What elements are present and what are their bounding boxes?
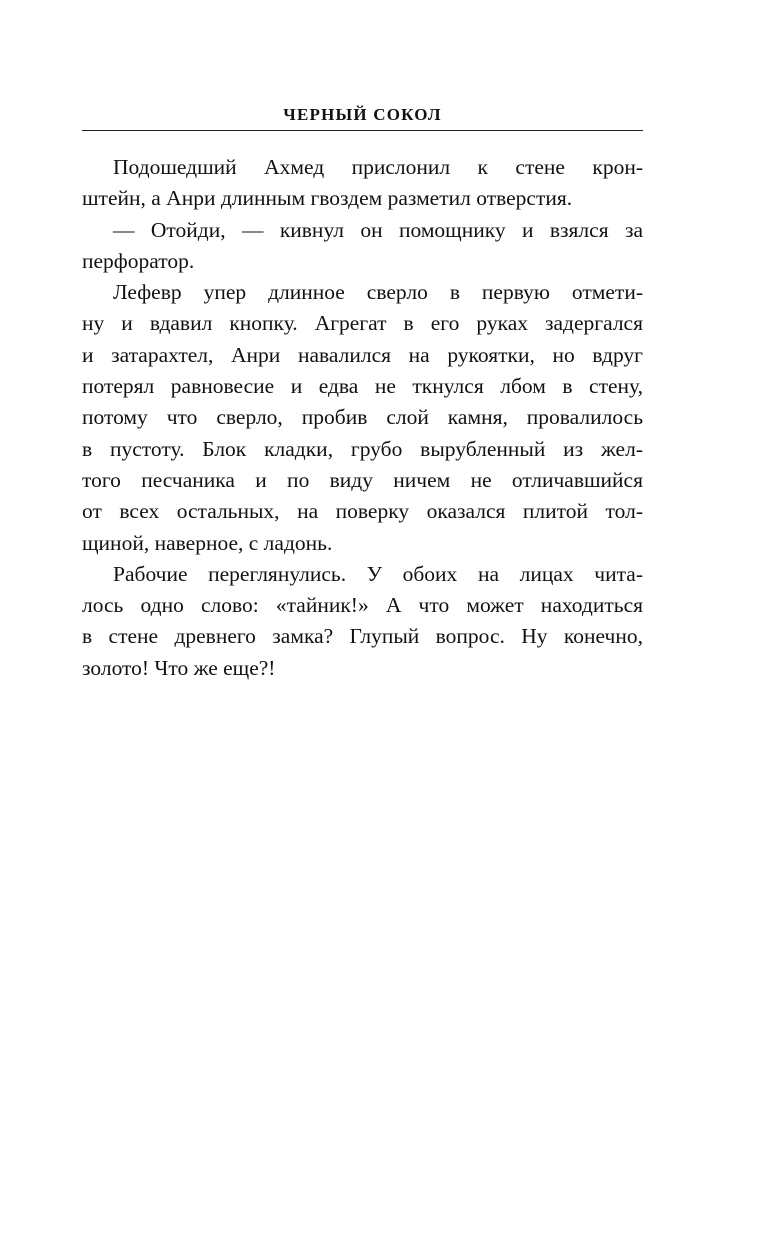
text-line: — Отойди, — кивнул он помощнику и взялся за <box>113 217 643 242</box>
header-rule <box>82 130 643 131</box>
paragraph <box>82 559 643 684</box>
text-line: перфоратор. <box>82 248 195 273</box>
text-line: Лефевр упер длинное сверло в первую отмети- <box>113 280 643 305</box>
paragraph <box>82 152 643 215</box>
text-line: потому что сверло, пробив слой камня, провалилось <box>82 405 643 430</box>
paragraph <box>82 277 643 559</box>
text-line: в стене древнего замка? Глупый вопрос. Ну конечно, <box>82 624 643 649</box>
text-line: Рабочие переглянулись. У обоих на лицах чита- <box>113 561 643 586</box>
text-line: того песчаника и по виду ничем не отличавшийся <box>82 467 643 492</box>
text-line: золото! Что же еще?! <box>82 655 276 680</box>
body-text <box>82 152 643 684</box>
paragraph <box>82 215 643 278</box>
text-line: щиной, наверное, с ладонь. <box>82 530 333 555</box>
text-line: и затарахтел, Анри навалился на рукоятки, но вдруг <box>82 342 643 367</box>
text-line: в пустоту. Блок кладки, грубо вырубленный из жел- <box>82 436 643 461</box>
text-line: ну и вдавил кнопку. Агрегат в его руках задергался <box>82 311 643 336</box>
text-line: штейн, а Анри длинным гвоздем разметил отверстия. <box>82 186 573 211</box>
running-head: ЧЕРНЫЙ СОКОЛ <box>283 105 442 124</box>
text-line: лось одно слово: «тайник!» А что может находиться <box>82 593 643 618</box>
text-line: Подошедший Ахмед прислонил к стене крон- <box>113 155 643 179</box>
text-line: потерял равновесие и едва не ткнулся лбом в стену, <box>82 374 643 399</box>
text-line: от всех остальных, на поверку оказался плитой тол- <box>82 499 643 524</box>
